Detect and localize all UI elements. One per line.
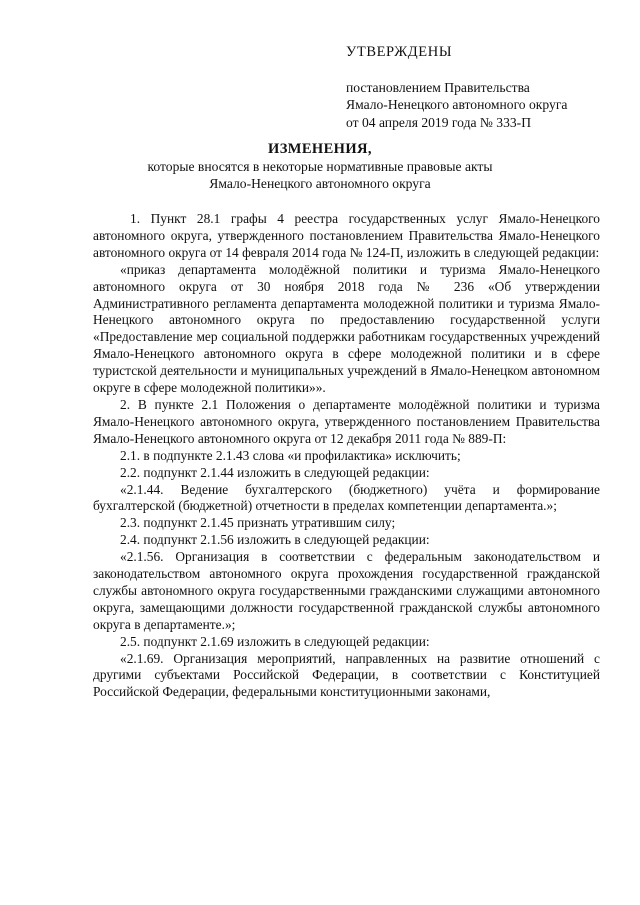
approval-line: Ямало-Ненецкого автономного округа — [346, 97, 568, 113]
approval-line: от 04 апреля 2019 года № 333-П — [346, 114, 532, 130]
subparagraph-2-5: 2.5. подпункт 2.1.69 изложить в следующей редакции: — [120, 633, 430, 649]
subparagraph-2-4: 2.4. подпункт 2.1.56 изложить в следующей редакции: — [120, 532, 430, 548]
paragraph-item-2: 2. В пункте 2.1 Положения о департаменте молодёжной политики и туризма Ямало-Ненецкого автономного округа, утвержденного постановлением Правительства Ямало-Ненецкого автономного округа от 12 декабря 2011 года № 889-П: — [93, 396, 600, 446]
quoted-amendment: «приказ департамента молодёжной политики и туризма Ямало-Ненецкого автономного округа от 30 ноября 2018 года № 236 «Об утверждении Административного регламента департамента молодежной политики и туризма Ямало-Ненецкого автономного округа по предоставлению государственной услуги «Предоставление мер социальной поддержки работникам государственных учреждений Ямало-Ненецкого автономного округа в сфере молодежной политики и в сфере туристской деятельности и муниципальных учреждений в Ямало-Ненецком автономном округе в сфере молодежной политики»». — [93, 261, 600, 396]
document-body — [93, 211, 600, 701]
subparagraph-2-1: 2.1. в подпункте 2.1.43 слова «и профилактика» исключить; — [120, 447, 461, 463]
subparagraph-2-2: 2.2. подпункт 2.1.44 изложить в следующей редакции: — [120, 464, 430, 480]
quoted-amendment: «2.1.44. Ведение бухгалтерского (бюджетного) учёта и формирование бухгалтерской (бюджетной) отчетности в пределах компетенции департамента.»; — [93, 481, 600, 514]
quoted-amendment: «2.1.56. Организация в соответствии с федеральным законодательством и законодательством автономного округа прохождения государственной гражданской службы автономного округа государственными гражданскими служащими автономного округа, замещающими должности государственной гражданской службы автономного округа в департаменте.»; — [93, 549, 600, 632]
subparagraph-2-3: 2.3. подпункт 2.1.45 признать утратившим силу; — [120, 515, 396, 531]
paragraph-item-1: 1. Пункт 28.1 графы 4 реестра государственных услуг Ямало-Ненецкого автономного округа, утвержденного постановлением Правительства Ямало-Ненецкого автономного округа от 14 февраля 2014 года № 124-П, изложить в следующей редакции: — [93, 211, 600, 260]
document-subtitle-line: Ямало-Ненецкого автономного округа — [209, 176, 431, 191]
approval-line: постановлением Правительства — [346, 79, 530, 95]
approval-block — [346, 44, 606, 131]
document-heading — [0, 140, 640, 192]
approval-title: УТВЕРЖДЕНЫ — [346, 44, 453, 60]
quoted-amendment: «2.1.69. Организация мероприятий, направленных на развитие отношений с другими субъектами Российской Федерации, в соответствии с Конституцией Российской Федерации, федеральными конституционными законами, — [93, 650, 600, 700]
document-subtitle-line: которые вносятся в некоторые нормативные правовые акты — [147, 159, 493, 174]
document-title: ИЗМЕНЕНИЯ, — [268, 141, 372, 157]
